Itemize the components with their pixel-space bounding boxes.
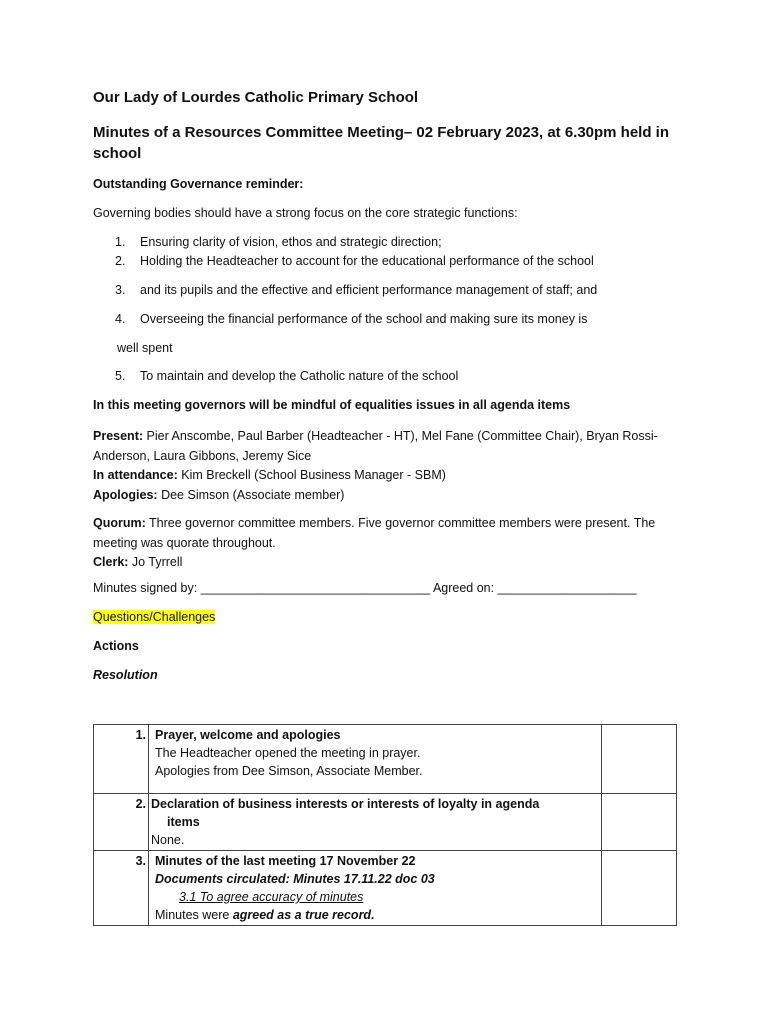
apologies-line (93, 486, 683, 506)
agenda-title: Minutes of the last meeting 17 November 22 (155, 854, 416, 868)
minutes-title: Minutes of a Resources Committee Meeting– 02 February 2023, at 6.30pm held in school (93, 124, 670, 162)
agenda-side-cell (602, 794, 677, 851)
function-item (115, 254, 594, 268)
present-line (93, 427, 683, 466)
school-name: Our Lady of Lourdes Catholic Primary School (93, 89, 419, 106)
function-number: 4. (115, 312, 126, 326)
key-resolution: Resolution (93, 668, 158, 682)
signoff-line (93, 581, 637, 595)
table-row (94, 851, 677, 926)
quorum-label: Quorum: (93, 516, 146, 530)
apologies-label: Apologies: (93, 487, 158, 502)
agenda-number: 2. (94, 794, 149, 851)
present-names: Pier Anscombe, Paul Barber (Headteacher - HT), Mel Fane (Committee Chair), Bryan Rossi-Anderson, Laura Gibbons, Jeremy Sice (93, 429, 658, 463)
agenda-title: Declaration of business interests or interests of loyalty in agenda (151, 797, 540, 811)
agenda-side-cell (602, 851, 677, 926)
agenda-subitem: 3.1 To agree accuracy of minutes (179, 890, 364, 904)
function-text: Overseeing the financial performance of the school and making sure its money is (140, 312, 588, 326)
function-continuation: well spent (117, 341, 173, 355)
function-item (115, 312, 587, 326)
quorum-block (93, 514, 683, 573)
in-attendance-line (93, 466, 683, 486)
in-attendance-names: Kim Breckell (School Business Manager - SBM) (181, 468, 446, 482)
agenda-content (149, 725, 602, 794)
function-text: To maintain and develop the Catholic nature of the school (140, 369, 459, 383)
apologies-names: Dee Simson (Associate member) (161, 487, 345, 502)
clerk-label: Clerk: (93, 555, 129, 569)
agreed-blank: ____________________ (497, 581, 637, 595)
table-row (94, 794, 677, 851)
agenda-text: The Headteacher opened the meeting in prayer. (155, 746, 421, 760)
agenda-record (155, 906, 599, 924)
clerk-name: Jo Tyrrell (131, 555, 183, 569)
function-number: 1. (115, 235, 126, 249)
function-text: and its pupils and the effective and efficient performance management of staff; and (140, 283, 598, 297)
agenda-side-cell (602, 725, 677, 794)
clerk-line (93, 553, 683, 573)
equalities-statement: In this meeting governors will be mindful of equalities issues in all agenda items (93, 398, 571, 412)
function-number: 5. (115, 369, 126, 383)
signed-label: Minutes signed by: (93, 581, 198, 595)
governance-intro: Governing bodies should have a strong focus on the core strategic functions: (93, 206, 518, 220)
agenda-number: 1. (94, 725, 149, 794)
record-text: Minutes were (155, 908, 233, 922)
agenda-content (149, 794, 602, 851)
agenda-content (149, 851, 602, 926)
function-number: 3. (115, 283, 126, 297)
agenda-text: Apologies from Dee Simson, Associate Member. (155, 764, 423, 778)
agreed-label: Agreed on: (432, 581, 495, 595)
function-text: Holding the Headteacher to account for the educational performance of the school (140, 254, 594, 268)
table-row (94, 725, 677, 794)
agenda-text: None. (151, 833, 185, 847)
agenda-title-continued: items (167, 815, 200, 829)
function-number: 2. (115, 254, 126, 268)
agenda-number: 3. (94, 851, 149, 926)
function-item (115, 369, 458, 383)
in-attendance-label: In attendance: (93, 468, 178, 482)
record-emphasis: agreed as a true record. (232, 908, 375, 922)
quorum-line (93, 514, 683, 553)
present-label: Present: (93, 429, 144, 443)
key-actions: Actions (93, 639, 139, 653)
quorum-text: Three governor committee members. Five governor committee members were present. The meeting was quorate throughout. (93, 516, 656, 550)
agenda-table (93, 724, 677, 926)
attendance-block (93, 427, 683, 505)
agenda-title: Prayer, welcome and apologies (155, 728, 341, 742)
governance-reminder-heading: Outstanding Governance reminder: (93, 177, 304, 191)
documents-circulated: Documents circulated: Minutes 17.11.22 doc 03 (155, 872, 435, 886)
function-item (115, 235, 442, 249)
function-text: Ensuring clarity of vision, ethos and strategic direction; (140, 235, 442, 249)
function-item (115, 283, 597, 297)
signed-blank: _________________________________ (200, 581, 431, 595)
key-questions: Questions/Challenges (93, 610, 216, 624)
